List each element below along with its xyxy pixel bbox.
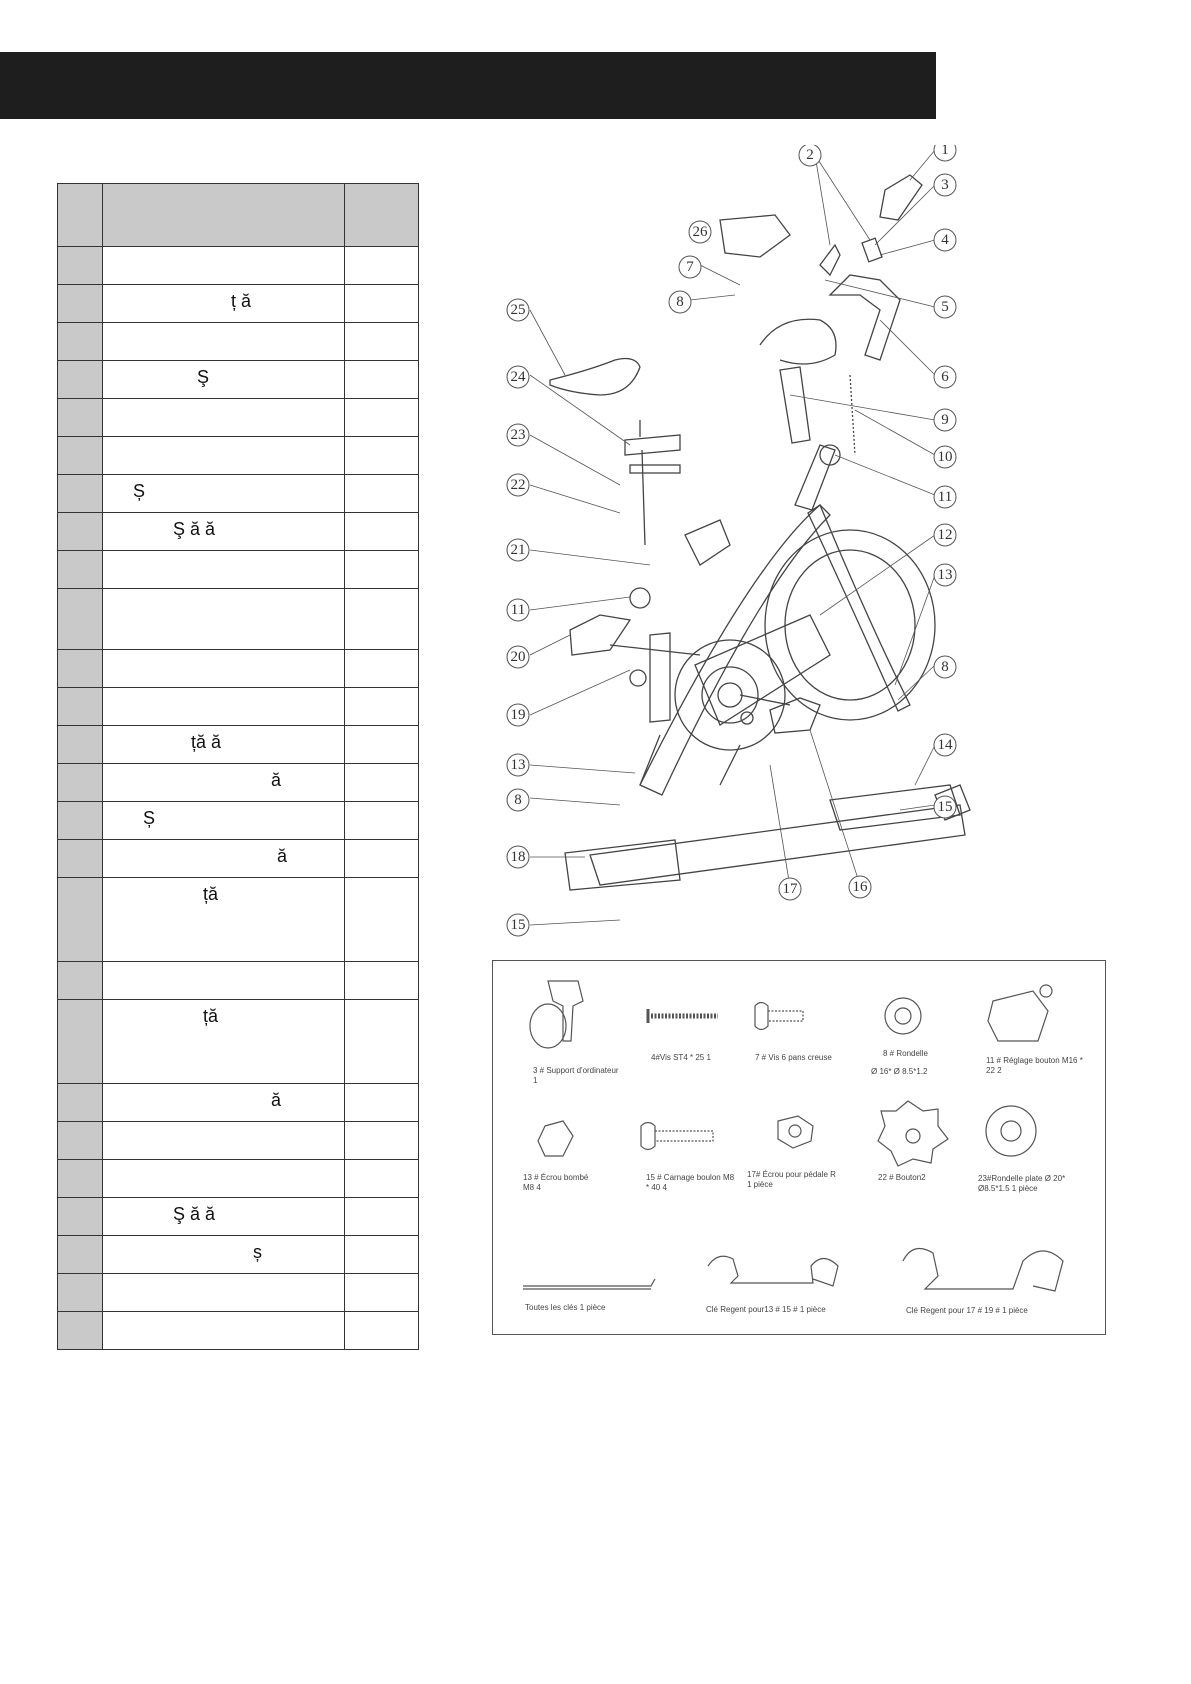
wrench-small-icon [708, 1256, 838, 1286]
parts-table [57, 183, 419, 1350]
row-quantity-cell [345, 589, 419, 650]
row-number-cell [58, 285, 103, 323]
dome-nut-icon [538, 1121, 573, 1156]
callout-24: 24 [510, 369, 526, 385]
row-number-cell [58, 1198, 103, 1236]
row-quantity-cell [345, 1084, 419, 1122]
row-name-text: ă [271, 770, 282, 790]
row-quantity-cell [345, 1312, 419, 1350]
row-name-cell [103, 802, 345, 840]
hex-bolt-icon [755, 1003, 768, 1030]
row-name-text: ă [277, 846, 288, 866]
saddle [550, 359, 640, 395]
row-name-text: Ş ă ă [173, 519, 216, 539]
table-row [58, 1084, 419, 1122]
callout-12: 12 [937, 527, 953, 543]
row-name-cell [103, 1312, 345, 1350]
label-wrench-small: Clé Regent pour13 # 15 # 1 pièce [706, 1305, 826, 1314]
row-name-cell [103, 1122, 345, 1160]
label-carriage-bolt: 15 # Carnage boulon M8 * 40 4 [646, 1173, 735, 1192]
row-quantity-cell [345, 513, 419, 551]
row-quantity-cell [345, 247, 419, 285]
exploded-bike-diagram [490, 145, 1090, 945]
accessory-drawings [493, 961, 1105, 1334]
table-row [58, 688, 419, 726]
row-number-cell [58, 1000, 103, 1084]
callout-16: 16 [852, 879, 868, 895]
flat-washer-icon [986, 1106, 1036, 1156]
callout-15: 15 [937, 799, 953, 815]
handlebar-post [780, 367, 810, 443]
row-quantity-cell [345, 1236, 419, 1274]
flywheel [765, 530, 935, 720]
row-name-cell [103, 285, 345, 323]
table-row [58, 1198, 419, 1236]
callout-21: 21 [510, 542, 526, 558]
allen-key-icon [523, 1279, 655, 1289]
table-row [58, 513, 419, 551]
callout-23: 23 [510, 427, 526, 443]
label-allen-key: Toutes les clés 1 pièce [525, 1303, 606, 1312]
row-name-text: Ș [133, 481, 146, 501]
label-hex-bolt: 7 # Vis 6 pans creuse [755, 1053, 832, 1062]
row-name-cell [103, 247, 345, 285]
row-name-cell [103, 840, 345, 878]
row-name-cell [103, 513, 345, 551]
callout-2: 2 [806, 147, 814, 163]
pedal-right [770, 698, 820, 733]
label-washer: 8 # Rondelle [883, 1049, 928, 1058]
table-row [58, 361, 419, 399]
label-knob: 11 # Réglage bouton M16 * 22 2 [986, 1056, 1083, 1075]
label-dome-nut: 13 # Écrou bombé M8 4 [523, 1173, 589, 1192]
table-row [58, 323, 419, 361]
crank-cover [675, 640, 785, 750]
callout-3: 3 [941, 177, 949, 193]
row-quantity-cell [345, 399, 419, 437]
frame-head [795, 445, 835, 510]
header-bar [0, 52, 936, 119]
row-name-cell [103, 962, 345, 1000]
table-row [58, 285, 419, 323]
bottle-holder [685, 520, 730, 565]
callout-22: 22 [510, 477, 526, 493]
row-quantity-cell [345, 726, 419, 764]
row-name-cell [103, 323, 345, 361]
row-name-cell [103, 437, 345, 475]
row-name-text: ță ă [191, 732, 222, 752]
row-quantity-cell [345, 1000, 419, 1084]
row-name-cell [103, 1160, 345, 1198]
row-number-cell [58, 962, 103, 1000]
callout-20: 20 [510, 649, 526, 665]
table-row [58, 962, 419, 1000]
row-quantity-cell [345, 475, 419, 513]
row-number-cell [58, 247, 103, 285]
row-name-cell [103, 1198, 345, 1236]
row-number-cell [58, 1160, 103, 1198]
row-number-cell [58, 551, 103, 589]
carriage-bolt-icon [641, 1123, 655, 1150]
row-name-cell [103, 650, 345, 688]
table-row [58, 475, 419, 513]
handlebar-right-grip [830, 275, 900, 360]
table-row [58, 1274, 419, 1312]
frame-down-tube [640, 505, 830, 795]
table-row [58, 726, 419, 764]
table-row [58, 650, 419, 688]
row-number-cell [58, 1122, 103, 1160]
row-name-text: ș [253, 1242, 262, 1262]
row-name-text: ă [271, 1090, 282, 1110]
row-name-text: ță [203, 884, 219, 904]
callout-8: 8 [676, 294, 684, 310]
console-bracket [862, 238, 882, 262]
row-name-cell [103, 361, 345, 399]
table-row [58, 1160, 419, 1198]
table-row [58, 437, 419, 475]
header-number-cell [58, 184, 103, 247]
row-number-cell [58, 726, 103, 764]
callout-8b: 8 [941, 659, 949, 675]
row-number-cell [58, 475, 103, 513]
row-name-text: Ş ă ă [173, 1204, 216, 1224]
label-screw: 4#Vis ST4 * 25 1 [651, 1053, 711, 1062]
callout-9: 9 [941, 412, 949, 428]
label-wrench-large: Clé Regent pour 17 # 19 # 1 pièce [906, 1306, 1028, 1315]
table-row [58, 1000, 419, 1084]
callout-4: 4 [941, 232, 949, 248]
row-number-cell [58, 399, 103, 437]
table-row [58, 1122, 419, 1160]
table-row [58, 764, 419, 802]
table-row [58, 802, 419, 840]
handlebar [760, 319, 836, 364]
row-number-cell [58, 361, 103, 399]
row-number-cell [58, 764, 103, 802]
callout-17: 17 [782, 881, 798, 897]
row-quantity-cell [345, 323, 419, 361]
row-quantity-cell [345, 437, 419, 475]
pedal-nut-icon [778, 1116, 813, 1148]
knob-seat [630, 588, 650, 608]
row-quantity-cell [345, 962, 419, 1000]
row-number-cell [58, 650, 103, 688]
accessory-box [492, 960, 1106, 1335]
callout-8c: 8 [514, 792, 522, 808]
row-number-cell [58, 323, 103, 361]
row-quantity-cell [345, 361, 419, 399]
table-row [58, 589, 419, 650]
callout-11: 11 [937, 489, 953, 505]
row-name-cell [103, 1000, 345, 1084]
row-quantity-cell [345, 840, 419, 878]
row-number-cell [58, 802, 103, 840]
star-knob-icon [878, 1101, 948, 1166]
label-star-knob: 22 # Bouton2 [878, 1173, 926, 1182]
callout-25: 25 [510, 302, 526, 318]
table-row [58, 551, 419, 589]
row-name-cell [103, 1084, 345, 1122]
row-name-cell [103, 688, 345, 726]
table-row [58, 1236, 419, 1274]
row-name-cell [103, 764, 345, 802]
label-support: 3 # Support d'ordinateur 1 [533, 1066, 619, 1085]
callout-15b: 15 [510, 917, 526, 933]
row-number-cell [58, 878, 103, 962]
row-name-cell [103, 475, 345, 513]
wrench-large-icon [903, 1249, 1063, 1292]
table-row [58, 878, 419, 962]
callout-5: 5 [941, 299, 949, 315]
row-name-text: Ş [197, 367, 210, 387]
row-name-cell [103, 878, 345, 962]
row-number-cell [58, 1312, 103, 1350]
header-name-cell [103, 184, 345, 247]
row-name-cell [103, 551, 345, 589]
row-number-cell [58, 1084, 103, 1122]
row-name-text: ță [203, 1006, 219, 1026]
tension-spring [850, 375, 855, 455]
callout-19: 19 [510, 707, 526, 723]
table-row [58, 840, 419, 878]
row-number-cell [58, 437, 103, 475]
row-quantity-cell [345, 688, 419, 726]
row-quantity-cell [345, 1198, 419, 1236]
row-number-cell [58, 1236, 103, 1274]
row-quantity-cell [345, 1274, 419, 1312]
callout-26: 26 [692, 224, 708, 240]
callout-13: 13 [937, 567, 953, 583]
row-quantity-cell [345, 764, 419, 802]
row-name-text: ț ă [231, 291, 252, 311]
label-flat-washer: 23#Rondelle plate Ø 20* Ø8.5*1.5 1 pièce [978, 1174, 1066, 1193]
row-name-cell [103, 1236, 345, 1274]
row-quantity-cell [345, 1160, 419, 1198]
computer-console [880, 175, 922, 220]
callout-7: 7 [686, 259, 694, 275]
table-row [58, 1312, 419, 1350]
washer-icon [885, 998, 921, 1034]
row-quantity-cell [345, 551, 419, 589]
row-quantity-cell [345, 878, 419, 962]
seat-slider [625, 435, 680, 455]
row-name-cell [103, 1274, 345, 1312]
row-name-cell [103, 726, 345, 764]
row-quantity-cell [345, 1122, 419, 1160]
bracket-26 [720, 215, 790, 257]
row-number-cell [58, 513, 103, 551]
header-quantity-cell [345, 184, 419, 247]
table-row [58, 247, 419, 285]
row-quantity-cell [345, 802, 419, 840]
row-name-cell [103, 589, 345, 650]
callout-18: 18 [510, 849, 526, 865]
row-name-cell [103, 399, 345, 437]
row-number-cell [58, 840, 103, 878]
callout-1: 1 [941, 145, 949, 158]
row-name-text: Ș [143, 808, 156, 828]
table-row [58, 399, 419, 437]
row-number-cell [58, 688, 103, 726]
knob-icon [988, 991, 1048, 1041]
callout-11b: 11 [510, 602, 526, 618]
seat-post-tube [650, 633, 670, 722]
row-number-cell [58, 1274, 103, 1312]
base-frame [590, 805, 965, 885]
row-quantity-cell [345, 650, 419, 688]
table-header [58, 184, 419, 247]
callout-14: 14 [937, 737, 953, 753]
pedal-left [570, 615, 630, 655]
callout-6: 6 [941, 369, 949, 385]
callout-10: 10 [937, 449, 953, 465]
row-quantity-cell [345, 285, 419, 323]
row-number-cell [58, 589, 103, 650]
label-washer-size: Ø 16* Ø 8.5*1.2 [871, 1067, 928, 1076]
callout-13b: 13 [510, 757, 526, 773]
label-pedal-nut: 17# Écrou pour pédale R 1 pièce [747, 1170, 836, 1189]
